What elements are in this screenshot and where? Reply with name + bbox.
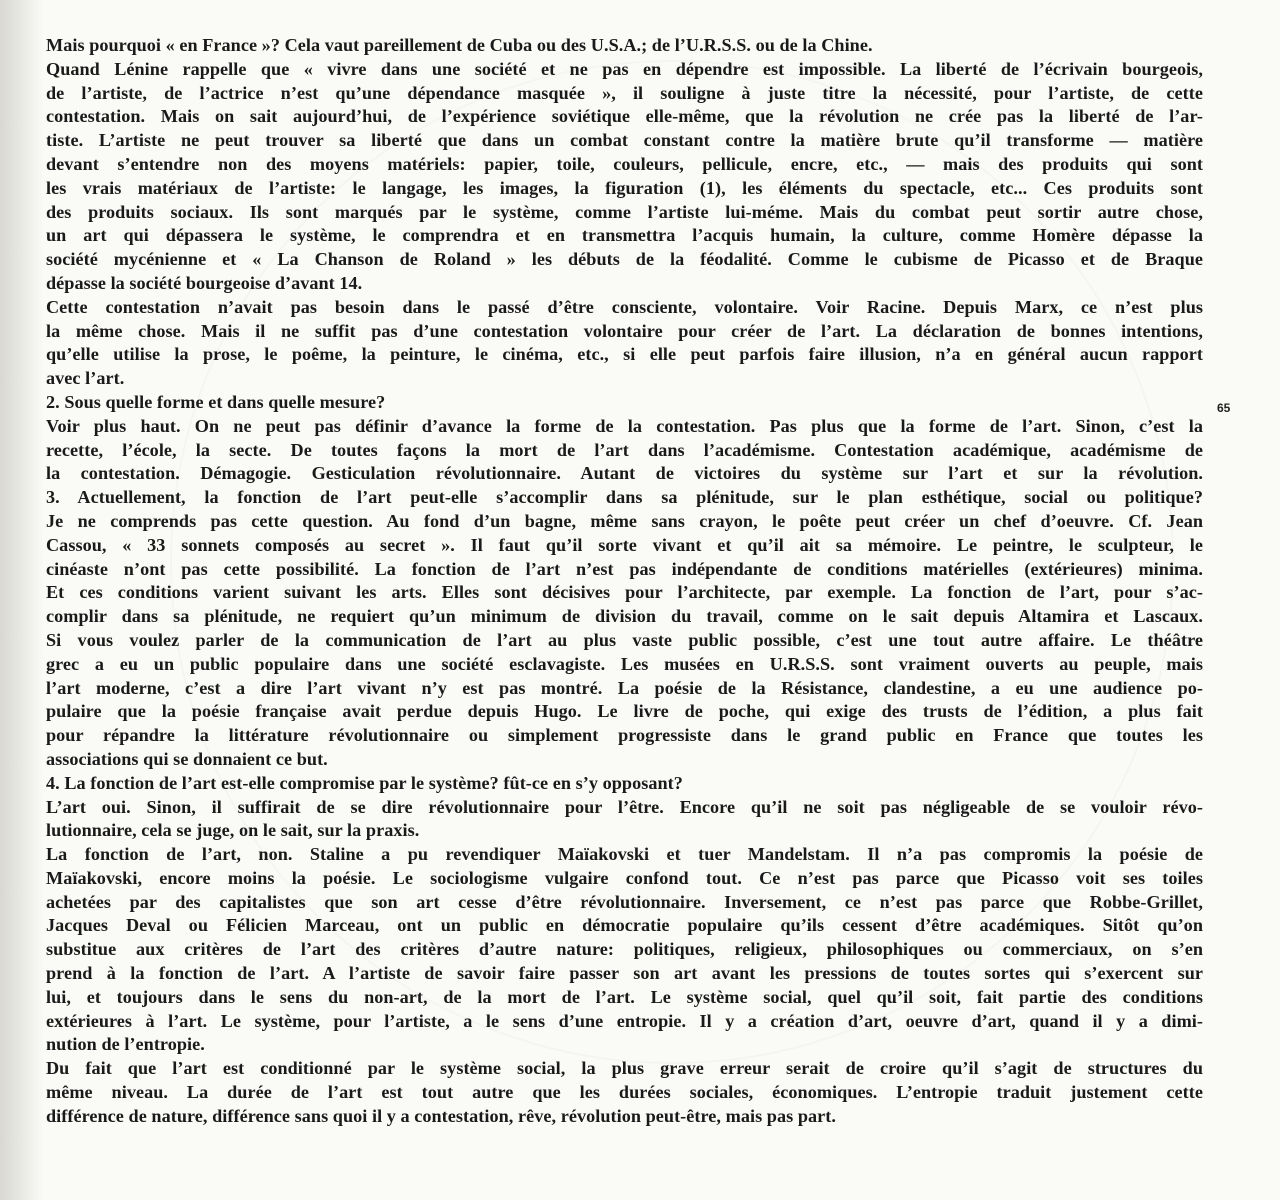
text-line: cinéaste n’ont pas cette possibilité. La fonction de l’art n’est pas indépendante de conditions matérielles (extérieures) minima. (46, 558, 1203, 579)
text-line: Mais pourquoi « en France »? Cela vaut pareillement de Cuba ou des U.S.A.; de l’U.R.S.S. ou de la Chine. (46, 35, 873, 55)
text-line: la contestation. Démagogie. Gesticulation révolutionnaire. Autant de victoires du système sur l’art et sur la révolution. (46, 463, 1203, 484)
text-line: différence de nature, différence sans quoi il y a contestation, rêve, révolution peut-être, mais pas part. (46, 1105, 836, 1126)
text-line: Voir plus haut. On ne peut pas définir d’avance la forme de la contestation. Pas plus que la forme de l’art. Sinon, c’est la (46, 415, 1203, 436)
text-line: Du fait que l’art est conditionné par le système social, la plus grave erreur serait de croire qu’il s’agit de structures du (46, 1058, 1203, 1079)
text-line: de l’artiste, de l’actrice n’est qu’une dépendance masquée », il souligne à juste titre la nécessité, pour l’artiste, de cette (46, 82, 1203, 103)
text-line: recette, l’école, la secte. De toutes façons la mort de l’art dans l’académisme. Contestation académique, académisme de (46, 439, 1203, 460)
text-line: pulaire que la poésie française avait perdue depuis Hugo. Le livre de poche, qui exige des trusts de l’édition, a plus fait (46, 701, 1203, 722)
page-number: 65 (1217, 401, 1231, 415)
text-line: L’art oui. Sinon, il suffirait de se dire révolutionnaire pour l’être. Encore qu’il ne soit pas négligeable de se vouloir révo- (46, 796, 1203, 817)
text-line: grec a eu un public populaire dans une société esclavagiste. Les musées en U.R.S.S. sont vraiment ouverts au peuple, mais (46, 653, 1203, 674)
text-line: 2. Sous quelle forme et dans quelle mesure? (46, 391, 386, 412)
body-text (46, 34, 1203, 1129)
text-line: Et ces conditions varient suivant les arts. Elles sont décisives pour l’architecte, par exemple. La fonction de l’art, pour s’ac- (46, 582, 1203, 603)
text-line: extérieures à l’art. Le système, pour l’artiste, a le sens d’une entropie. Il y a création d’art, oeuvre d’art, quand il y a dimi- (46, 1010, 1203, 1031)
text-line: achetées par des capitalistes que son art cesse d’être révolutionnaire. Inversement, ce n’est pas parce que Robbe-Grillet, (46, 891, 1203, 912)
gutter-shadow (0, 0, 44, 1200)
text-line: les vrais matériaux de l’artiste: le langage, les images, la figuration (1), les éléments du spectacle, etc... Ces produits sont (46, 177, 1203, 198)
text-line: 3. Actuellement, la fonction de l’art peut-elle s’accomplir dans sa plénitude, sur le plan esthétique, social ou politique? (46, 487, 1203, 508)
text-line: même niveau. La durée de l’art est tout autre que les durées sociales, économiques. L’entropie traduit justement cette (46, 1082, 1203, 1103)
text-line: Je ne comprends pas cette question. Au fond d’un bagne, même sans crayon, le poête peut créer un chef d’oeuvre. Cf. Jean (46, 510, 1203, 531)
text-line: Cassou, « 33 sonnets composés au secret ». Il faut qu’il sorte vivant et qu’il ait sa mémoire. Le peintre, le sculpteur, le (46, 534, 1203, 555)
text-line: pour répandre la littérature révolutionnaire ou simplement progressiste dans le grand public en France que toutes les (46, 725, 1203, 746)
text-line: substitue aux critères de l’art des critères d’autre nature: politiques, religieux, philosophiques ou commerciaux, on s’en (46, 939, 1203, 960)
text-line: lutionnaire, cela se juge, on le sait, sur la praxis. (46, 820, 420, 841)
text-line: complir dans sa plénitude, ne requiert qu’un minimum de division du travail, comme on le sait depuis Altamira et Lascaux. (46, 606, 1203, 627)
text-line: 4. La fonction de l’art est-elle compromise par le système? fût-ce en s’y opposant? (46, 772, 683, 793)
text-line: dépasse la société bourgeoise d’avant 14. (46, 272, 363, 293)
text-line: prend à la fonction de l’art. A l’artiste de savoir faire passer son art avant les pressions de toutes sortes qui s’exercent sur (46, 963, 1203, 984)
text-line: Maïakovski, encore moins la poésie. Le sociologisme vulgaire confond tout. Ce n’est pas parce que Picasso voit ses toiles (46, 867, 1203, 888)
text-line: des produits sociaux. Ils sont marqués par le système, comme l’artiste lui-méme. Mais du combat peut sortir autre chose, (46, 201, 1203, 222)
text-line: nution de l’entropie. (46, 1034, 205, 1055)
text-line: contestation. Mais on sait aujourd’hui, de l’expérience soviétique elle-même, que la révolution ne crée pas la liberté de l’ar- (46, 106, 1203, 127)
text-line: Quand Lénine rappelle que « vivre dans une société et ne pas en dépendre est impossible. La liberté de l’écrivain bourgeois, (46, 58, 1203, 79)
text-line: associations qui se donnaient ce but. (46, 748, 328, 769)
text-line: société mycénienne et « La Chanson de Roland » les débuts de la féodalité. Comme le cubisme de Picasso et de Braque (46, 249, 1203, 270)
text-line: la même chose. Mais il ne suffit pas d’une contestation volontaire pour créer de l’art. La déclaration de bonnes intentions, (46, 320, 1203, 341)
text-line: tiste. L’artiste ne peut trouver sa liberté que dans un combat constant contre la matière brute qu’il transforme — matière (46, 130, 1203, 151)
text-line: Si vous voulez parler de la communication de l’art au plus vaste public possible, c’est une tout autre affaire. Le théâtre (46, 629, 1203, 650)
text-line: qu’elle utilise la prose, le poême, la peinture, le cinéma, etc., si elle peut parfois faire illusion, n’a en général aucun rapport (46, 344, 1203, 365)
text-line: La fonction de l’art, non. Staline a pu revendiquer Maïakovski et tuer Mandelstam. Il n’a pas compromis la poésie de (46, 844, 1203, 865)
text-line: avec l’art. (46, 368, 125, 389)
text-line: lui, et toujours dans le sens du non-art, de la mort de l’art. Le système social, quel qu’il soit, fait partie des conditions (46, 986, 1203, 1007)
text-line: Cette contestation n’avait pas besoin dans le passé d’être consciente, volontaire. Voir Racine. Depuis Marx, ce n’est plus (46, 296, 1203, 317)
text-line: devant s’entendre non des moyens matériels: papier, toile, couleurs, pellicule, encre, etc., — mais des produits qui sont (46, 153, 1203, 174)
text-line: Jacques Deval ou Félicien Marceau, ont un public en démocratie populaire qu’ils cessent d’être académiques. Sitôt qu’on (46, 915, 1203, 936)
text-line: un art qui dépassera le système, le comprendra et en transmettra l’acquis humain, la culture, comme Homère dépasse la (46, 225, 1203, 246)
text-line: l’art moderne, c’est a dire l’art vivant n’y est pas montré. La poésie de la Résistance, clandestine, a eu une audience po- (46, 677, 1203, 698)
